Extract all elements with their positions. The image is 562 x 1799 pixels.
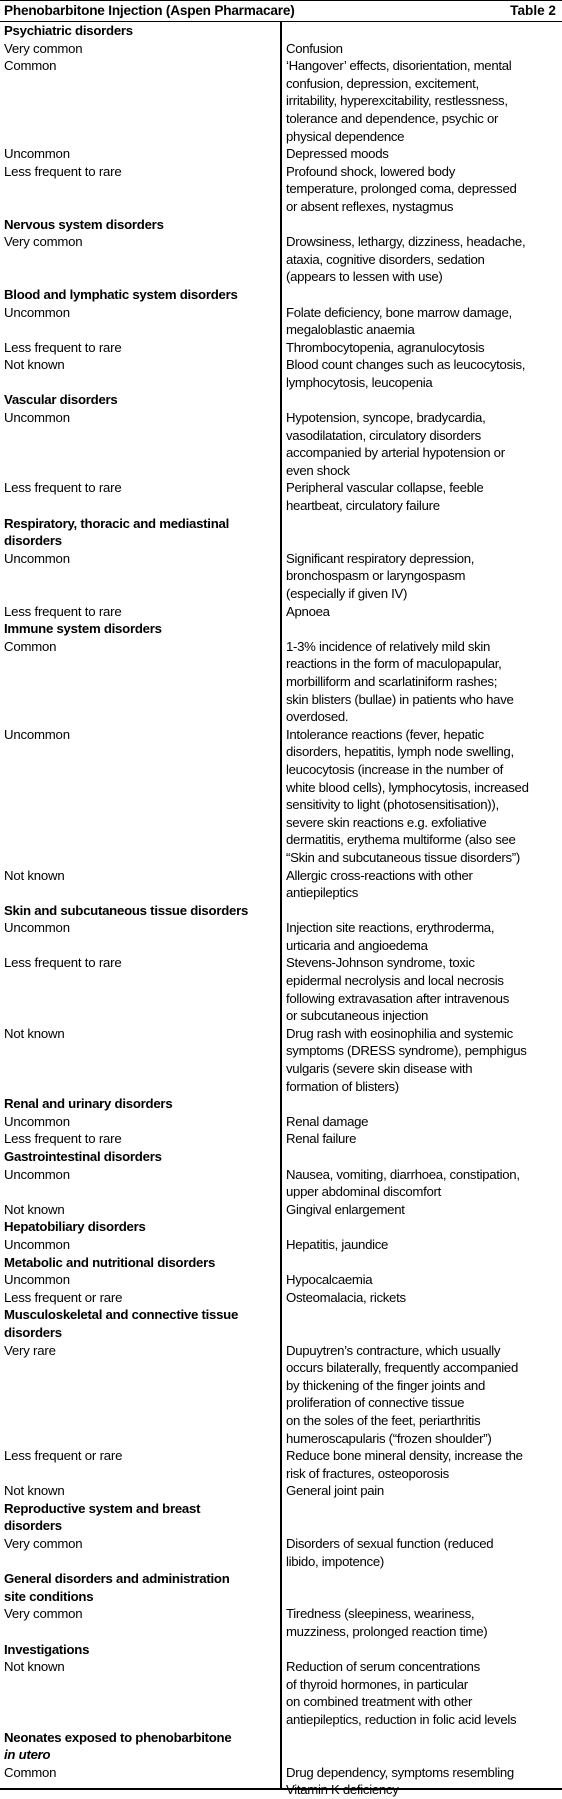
effect-line: symptoms (DRESS syndrome), pemphigus xyxy=(286,1043,527,1059)
section-title-line: Hepatobiliary disorders xyxy=(4,1219,146,1235)
table-row xyxy=(0,1113,562,1131)
table-row xyxy=(0,1605,562,1640)
frequency-cell: Less frequent or rare xyxy=(4,1448,123,1464)
effect-line: by thickening of the finger joints and xyxy=(286,1377,486,1393)
effect-line: bronchospasm or laryngospasm xyxy=(286,568,466,584)
section-title-line: Immune system disorders xyxy=(4,621,162,637)
effect-cell xyxy=(280,1236,556,1254)
effect-line: Tiredness (sleepiness, weariness, xyxy=(286,1606,475,1622)
section-title-line: disorders xyxy=(4,1518,62,1534)
effect-line: (especially if given IV) xyxy=(286,586,408,601)
section xyxy=(0,1218,562,1253)
section xyxy=(0,1570,562,1640)
frequency-cell: Uncommon xyxy=(4,550,70,566)
effect-line: humeroscapularis (“frozen shoulder”) xyxy=(286,1430,492,1446)
frequency-cell: Less frequent to rare xyxy=(4,1131,122,1147)
effect-line: Dupuytren’s contracture, which usually xyxy=(286,1342,501,1358)
effect-cell xyxy=(280,1113,556,1131)
effect-line: Disorders of sexual function (reduced xyxy=(286,1536,494,1552)
effect-cell xyxy=(280,1658,556,1728)
table-row xyxy=(0,1658,562,1728)
frequency-cell: Common xyxy=(4,58,57,74)
section-title xyxy=(0,1218,274,1236)
frequency-cell: Less frequent or rare xyxy=(4,1289,123,1305)
table-row xyxy=(0,550,562,603)
table-row xyxy=(0,638,562,726)
effect-line: Drowsiness, lethargy, dizziness, headache, xyxy=(286,234,526,250)
effect-cell xyxy=(280,304,556,339)
section xyxy=(0,1254,562,1307)
frequency-cell: Uncommon xyxy=(4,1236,70,1252)
effect-cell xyxy=(280,638,556,726)
effect-line: Osteomalacia, rickets xyxy=(286,1289,406,1305)
effect-line: risk of fractures, osteoporosis xyxy=(286,1465,449,1481)
effect-line: Reduce bone mineral density, increase the xyxy=(286,1448,523,1464)
effect-line: urticaria and angioedema xyxy=(286,937,428,953)
section-title xyxy=(0,22,274,40)
effect-line: white blood cells), lymphocytosis, increased xyxy=(286,779,529,795)
effect-line: Stevens-Johnson syndrome, toxic xyxy=(286,955,475,971)
frequency-cell: Less frequent to rare xyxy=(4,955,122,971)
frequency-cell: Uncommon xyxy=(4,146,70,162)
section-title xyxy=(0,1148,274,1166)
section xyxy=(0,1641,562,1729)
table-row xyxy=(0,1447,562,1482)
table-title: Phenobarbitone Injection (Aspen Pharmacare) xyxy=(4,3,295,18)
effect-line: “Skin and subcutaneous tissue disorders”) xyxy=(286,849,520,865)
effect-cell xyxy=(280,1605,556,1640)
effect-line: irritability, hyperexcitability, restlessness, xyxy=(286,93,508,109)
effect-cell xyxy=(280,1482,556,1500)
section-title-line: Reproductive system and breast xyxy=(4,1500,201,1516)
table-row xyxy=(0,1535,562,1570)
frequency-cell: Not known xyxy=(4,1659,65,1675)
effect-cell xyxy=(280,479,556,514)
frequency-cell: Very rare xyxy=(4,1342,56,1358)
frequency-cell: Not known xyxy=(4,1483,65,1499)
effect-cell xyxy=(280,1025,556,1095)
effect-line: antiepileptics xyxy=(286,885,359,901)
table-row xyxy=(0,145,562,163)
effect-line: Injection site reactions, erythroderma, xyxy=(286,920,495,936)
effect-cell xyxy=(280,233,556,286)
effect-line: Nausea, vomiting, diarrhoea, constipation, xyxy=(286,1166,520,1182)
section-title xyxy=(0,620,274,638)
effect-cell xyxy=(280,40,556,58)
effect-line: vasodilatation, circulatory disorders xyxy=(286,427,481,443)
table-row xyxy=(0,409,562,479)
section xyxy=(0,22,562,216)
effect-line: physical dependence xyxy=(286,128,405,144)
effect-line: Peripheral vascular collapse, feeble xyxy=(286,480,484,496)
table-number-label: Table 2 xyxy=(510,3,556,18)
effect-line: even shock xyxy=(286,462,350,478)
section-title-line: disorders xyxy=(4,1324,62,1340)
effect-cell xyxy=(280,1447,556,1482)
frequency-cell: Not known xyxy=(4,1201,65,1217)
effect-line: Hypotension, syncope, bradycardia, xyxy=(286,410,486,426)
frequency-cell: Very common xyxy=(4,234,83,250)
frequency-cell: Uncommon xyxy=(4,410,70,426)
effect-line: Significant respiratory depression, xyxy=(286,550,475,566)
effect-line: or subcutaneous injection xyxy=(286,1008,429,1024)
effect-cell xyxy=(280,1130,556,1148)
effect-line: disorders, hepatitis, lymph node swelling, xyxy=(286,744,514,760)
section-title xyxy=(0,1641,274,1659)
effect-line: Hypocalcaemia xyxy=(286,1272,373,1288)
effect-cell xyxy=(280,1166,556,1201)
effect-line: Hepatitis, jaundice xyxy=(286,1236,389,1252)
effect-line: Thrombocytopenia, agranulocytosis xyxy=(286,339,485,355)
table-row xyxy=(0,1130,562,1148)
section-title xyxy=(0,515,274,550)
section xyxy=(0,391,562,514)
effect-line: megaloblastic anaemia xyxy=(286,322,415,338)
effect-line: on combined treatment with other xyxy=(286,1694,473,1710)
table-row xyxy=(0,1342,562,1448)
table-row xyxy=(0,1025,562,1095)
effect-line: temperature, prolonged coma, depressed xyxy=(286,181,517,197)
frequency-cell: Uncommon xyxy=(4,1113,70,1129)
effect-line: accompanied by arterial hypotension or xyxy=(286,445,505,461)
effect-line: heartbeat, circulatory failure xyxy=(286,498,440,514)
section xyxy=(0,1306,562,1500)
section-title-line: Nervous system disorders xyxy=(4,216,164,232)
section-title xyxy=(0,902,274,920)
section-title xyxy=(0,1570,274,1605)
effect-line: of thyroid hormones, in particular xyxy=(286,1676,468,1692)
effect-line: Apnoea xyxy=(286,603,330,619)
effect-cell xyxy=(280,603,556,621)
effect-line: Renal damage xyxy=(286,1113,369,1129)
effect-line: Reduction of serum concentrations xyxy=(286,1659,480,1675)
effect-line: skin blisters (bullae) in patients who have xyxy=(286,691,514,707)
effect-cell xyxy=(280,1271,556,1289)
section-title-line: Respiratory, thoracic and mediastinal xyxy=(4,515,230,531)
effect-line: sensitivity to light (photosensitisation)), xyxy=(286,797,499,813)
effect-line: epidermal necrolysis and local necrosis xyxy=(286,973,504,989)
frequency-cell: Very common xyxy=(4,40,83,56)
section-title-line: Skin and subcutaneous tissue disorders xyxy=(4,902,249,918)
table-header xyxy=(0,0,562,22)
section-title xyxy=(0,286,274,304)
frequency-cell: Less frequent to rare xyxy=(4,480,122,496)
section-title-line: in utero xyxy=(4,1747,51,1763)
effect-cell xyxy=(280,145,556,163)
frequency-cell: Not known xyxy=(4,867,65,883)
table-row xyxy=(0,233,562,286)
section-title xyxy=(0,1729,274,1764)
frequency-cell: Common xyxy=(4,1764,57,1780)
effect-line: antiepileptics, reduction in folic acid levels xyxy=(286,1712,517,1727)
effect-line: ataxia, cognitive disorders, sedation xyxy=(286,251,485,267)
section xyxy=(0,1500,562,1570)
frequency-cell: Less frequent to rare xyxy=(4,163,122,179)
effect-cell xyxy=(280,356,556,391)
table-row xyxy=(0,1236,562,1254)
effect-line: on the soles of the feet, periarthritis xyxy=(286,1412,481,1428)
effect-cell xyxy=(280,726,556,867)
section xyxy=(0,1095,562,1148)
effect-line: reactions in the form of maculopapular, xyxy=(286,656,502,672)
frequency-cell: Uncommon xyxy=(4,304,70,320)
effect-line: Gingival enlargement xyxy=(286,1201,405,1217)
frequency-cell: Uncommon xyxy=(4,726,70,742)
effect-line: dermatitis, erythema multiforme (also see xyxy=(286,832,516,848)
section-title-line: Musculoskeletal and connective tissue xyxy=(4,1307,239,1323)
effect-cell xyxy=(280,1342,556,1448)
table-row xyxy=(0,57,562,145)
effect-cell xyxy=(280,409,556,479)
table-row xyxy=(0,356,562,391)
section-title xyxy=(0,391,274,409)
effect-line: Folate deficiency, bone marrow damage, xyxy=(286,304,512,320)
section-title-line: Vascular disorders xyxy=(4,392,118,408)
section-title xyxy=(0,1306,274,1341)
section-title-line: site conditions xyxy=(4,1588,94,1604)
table-row xyxy=(0,603,562,621)
section-title-line: Neonates exposed to phenobarbitone xyxy=(4,1729,232,1745)
section-title-line: Gastrointestinal disorders xyxy=(4,1149,162,1164)
effect-line: Renal failure xyxy=(286,1131,357,1147)
effect-line: (appears to lessen with use) xyxy=(286,269,443,285)
table-row xyxy=(0,1289,562,1307)
table-bottom-rule xyxy=(0,1788,562,1790)
effect-line: overdosed. xyxy=(286,709,349,725)
effect-cell xyxy=(280,867,556,902)
table-row xyxy=(0,339,562,357)
effect-line: confusion, depression, excitement, xyxy=(286,75,479,91)
section-title-line: Metabolic and nutritional disorders xyxy=(4,1254,216,1270)
effect-cell xyxy=(280,1764,556,1799)
effect-line: Allergic cross-reactions with other xyxy=(286,867,473,883)
table-row xyxy=(0,867,562,902)
effect-line: libido, impotence) xyxy=(286,1553,384,1569)
effect-cell xyxy=(280,163,556,216)
effect-cell xyxy=(280,1201,556,1219)
effect-line: Intolerance reactions (fever, hepatic xyxy=(286,726,484,742)
table-row xyxy=(0,304,562,339)
table-row xyxy=(0,163,562,216)
section xyxy=(0,902,562,1096)
frequency-cell: Common xyxy=(4,638,57,654)
effect-line: muzziness, prolonged reaction time) xyxy=(286,1624,488,1640)
section-title-line: Psychiatric disorders xyxy=(4,23,133,38)
effect-cell xyxy=(280,550,556,603)
effect-line: lymphocytosis, leucopenia xyxy=(286,374,433,390)
frequency-cell: Not known xyxy=(4,357,65,373)
effect-line: Blood count changes such as leucocytosis, xyxy=(286,357,526,373)
frequency-cell: Uncommon xyxy=(4,1166,70,1182)
section-title xyxy=(0,216,274,234)
table-row xyxy=(0,1764,562,1799)
effect-line: or absent reflexes, nystagmus xyxy=(286,198,454,214)
section-title-line: Blood and lymphatic system disorders xyxy=(4,286,238,302)
frequency-cell: Less frequent to rare xyxy=(4,603,122,619)
section-title-line: disorders xyxy=(4,533,62,549)
effect-line: vulgaris (severe skin disease with xyxy=(286,1061,473,1077)
section xyxy=(0,1148,562,1218)
table-row xyxy=(0,726,562,867)
effect-cell xyxy=(280,1535,556,1570)
frequency-cell: Less frequent to rare xyxy=(4,339,122,355)
table-row xyxy=(0,919,562,954)
section-title xyxy=(0,1500,274,1535)
effect-line: 1-3% incidence of relatively mild skin xyxy=(286,638,491,654)
table-row xyxy=(0,1166,562,1201)
effect-line: following extravasation after intravenous xyxy=(286,990,510,1006)
effect-line: Drug rash with eosinophilia and systemic xyxy=(286,1025,513,1041)
section-title xyxy=(0,1095,274,1113)
frequency-cell: Very common xyxy=(4,1606,83,1622)
effect-line: formation of blisters) xyxy=(286,1078,399,1094)
effect-cell xyxy=(280,339,556,357)
frequency-cell: Not known xyxy=(4,1025,65,1041)
effect-line: occurs bilaterally, frequently accompanied xyxy=(286,1360,518,1376)
effect-line: leucocytosis (increase in the number of xyxy=(286,761,503,777)
effect-cell xyxy=(280,919,556,954)
effect-cell xyxy=(280,954,556,1024)
effect-line: upper abdominal discomfort xyxy=(286,1184,441,1200)
table-row xyxy=(0,479,562,514)
section xyxy=(0,216,562,286)
effect-line: tolerance and dependence, psychic or xyxy=(286,110,499,126)
table-body xyxy=(0,22,562,1799)
section xyxy=(0,515,562,621)
effect-line: Drug dependency, symptoms resembling xyxy=(286,1764,514,1780)
section-title-line: Investigations xyxy=(4,1641,90,1657)
effect-cell xyxy=(280,57,556,145)
effect-line: Profound shock, lowered body xyxy=(286,163,456,179)
table-row xyxy=(0,40,562,58)
table-row xyxy=(0,1201,562,1219)
table-row xyxy=(0,1482,562,1500)
section-title-line: General disorders and administration xyxy=(4,1571,230,1587)
effect-line xyxy=(286,1781,556,1799)
effect-line: General joint pain xyxy=(286,1483,384,1499)
effect-cell xyxy=(280,1289,556,1307)
effect-line: severe skin reactions e.g. exfoliative xyxy=(286,814,487,830)
effect-line: ‘Hangover’ effects, disorientation, mental xyxy=(286,58,512,74)
frequency-cell: Very common xyxy=(4,1536,83,1552)
frequency-cell: Uncommon xyxy=(4,920,70,936)
frequency-cell: Uncommon xyxy=(4,1272,70,1288)
effect-line: proliferation of connective tissue xyxy=(286,1395,465,1411)
section-title-line: Renal and urinary disorders xyxy=(4,1096,173,1112)
effect-line: Confusion xyxy=(286,40,343,56)
table-row xyxy=(0,1271,562,1289)
table-row xyxy=(0,954,562,1024)
effect-line: Depressed moods xyxy=(286,146,389,162)
effect-line: morbilliform and scarlatiniform rashes; xyxy=(286,673,498,689)
section xyxy=(0,620,562,902)
section xyxy=(0,286,562,392)
section-title xyxy=(0,1254,274,1272)
